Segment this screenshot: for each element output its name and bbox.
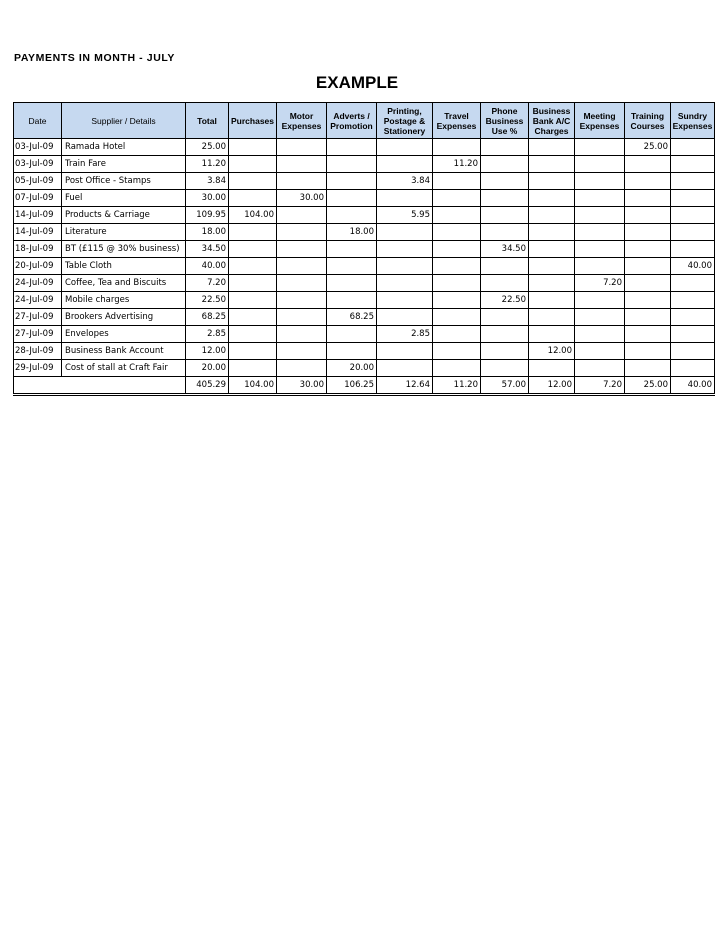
amount-cell: 22.50 [481, 292, 529, 309]
date-cell: 27-Jul-09 [14, 326, 62, 343]
amount-cell [625, 207, 671, 224]
amount-cell [529, 139, 575, 156]
amount-cell [433, 241, 481, 258]
col-header-total: Total [186, 103, 229, 139]
amount-cell [575, 241, 625, 258]
amount-cell [229, 241, 277, 258]
amount-cell [481, 156, 529, 173]
amount-cell [575, 207, 625, 224]
col-header-motor: Motor Expenses [277, 103, 327, 139]
amount-cell [377, 258, 433, 275]
amount-cell [575, 173, 625, 190]
amount-cell [377, 275, 433, 292]
total-cell: 12.64 [377, 377, 433, 395]
amount-cell [481, 190, 529, 207]
amount-cell: 30.00 [277, 190, 327, 207]
amount-cell [671, 309, 715, 326]
amount-cell [377, 190, 433, 207]
example-heading [0, 73, 722, 93]
amount-cell [481, 207, 529, 224]
supplier-cell: Ramada Hotel [62, 139, 186, 156]
amount-cell: 11.20 [433, 156, 481, 173]
amount-cell [377, 139, 433, 156]
amount-cell [481, 360, 529, 377]
supplier-cell: Train Fare [62, 156, 186, 173]
amount-cell [625, 275, 671, 292]
supplier-cell: Business Bank Account [62, 343, 186, 360]
supplier-cell: Literature [62, 224, 186, 241]
amount-cell [529, 190, 575, 207]
amount-cell [529, 326, 575, 343]
amount-cell [433, 309, 481, 326]
table-row [14, 224, 715, 241]
header-row [14, 103, 715, 139]
amount-cell [229, 224, 277, 241]
amount-cell [625, 241, 671, 258]
amount-cell: 68.25 [327, 309, 377, 326]
amount-cell [625, 224, 671, 241]
amount-cell [481, 224, 529, 241]
date-cell: 28-Jul-09 [14, 343, 62, 360]
table-row [14, 156, 715, 173]
amount-cell [481, 309, 529, 326]
amount-cell [327, 258, 377, 275]
total-cell: 40.00 [671, 377, 715, 395]
amount-cell [229, 309, 277, 326]
amount-cell [277, 343, 327, 360]
amount-cell [575, 343, 625, 360]
amount-cell [377, 241, 433, 258]
date-cell: 18-Jul-09 [14, 241, 62, 258]
table-row [14, 275, 715, 292]
amount-cell [575, 190, 625, 207]
amount-cell [529, 156, 575, 173]
supplier-cell: Mobile charges [62, 292, 186, 309]
amount-cell [625, 360, 671, 377]
amount-cell: 68.25 [186, 309, 229, 326]
amount-cell [481, 139, 529, 156]
amount-cell [433, 326, 481, 343]
amount-cell [625, 258, 671, 275]
amount-cell [481, 173, 529, 190]
amount-cell [327, 156, 377, 173]
col-header-supplier: Supplier / Details [62, 103, 186, 139]
amount-cell: 40.00 [186, 258, 229, 275]
amount-cell: 22.50 [186, 292, 229, 309]
amount-cell [671, 241, 715, 258]
amount-cell [377, 224, 433, 241]
total-cell: 57.00 [481, 377, 529, 395]
amount-cell [433, 224, 481, 241]
amount-cell [277, 207, 327, 224]
table-row [14, 326, 715, 343]
amount-cell [277, 156, 327, 173]
amount-cell [433, 343, 481, 360]
date-cell: 24-Jul-09 [14, 292, 62, 309]
amount-cell [327, 207, 377, 224]
amount-cell: 12.00 [186, 343, 229, 360]
amount-cell [327, 190, 377, 207]
amount-cell [377, 309, 433, 326]
date-cell: 03-Jul-09 [14, 156, 62, 173]
amount-cell: 2.85 [186, 326, 229, 343]
amount-cell: 5.95 [377, 207, 433, 224]
amount-cell [277, 173, 327, 190]
amount-cell [575, 309, 625, 326]
amount-cell [625, 343, 671, 360]
col-header-sundry: Sundry Expenses [671, 103, 715, 139]
total-cell: 106.25 [327, 377, 377, 395]
date-cell: 14-Jul-09 [14, 207, 62, 224]
supplier-cell: Table Cloth [62, 258, 186, 275]
total-cell: 25.00 [625, 377, 671, 395]
col-header-training: Training Courses [625, 103, 671, 139]
col-header-date: Date [14, 103, 62, 139]
amount-cell [575, 292, 625, 309]
amount-cell [433, 190, 481, 207]
amount-cell [229, 139, 277, 156]
amount-cell [327, 292, 377, 309]
supplier-cell: Brookers Advertising [62, 309, 186, 326]
date-cell: 24-Jul-09 [14, 275, 62, 292]
amount-cell: 3.84 [186, 173, 229, 190]
supplier-cell: Post Office - Stamps [62, 173, 186, 190]
amount-cell [229, 258, 277, 275]
amount-cell [277, 139, 327, 156]
amount-cell [229, 343, 277, 360]
amount-cell [229, 360, 277, 377]
amount-cell [671, 156, 715, 173]
payments-table [13, 102, 715, 396]
table-row [14, 190, 715, 207]
amount-cell [229, 190, 277, 207]
table-row [14, 309, 715, 326]
total-cell: 405.29 [186, 377, 229, 395]
page-title: PAYMENTS IN MONTH - JULY [14, 52, 176, 64]
totals-row [14, 377, 715, 395]
amount-cell [671, 275, 715, 292]
amount-cell [671, 360, 715, 377]
amount-cell [433, 173, 481, 190]
amount-cell: 7.20 [575, 275, 625, 292]
amount-cell: 30.00 [186, 190, 229, 207]
amount-cell: 11.20 [186, 156, 229, 173]
amount-cell: 20.00 [327, 360, 377, 377]
table-row [14, 258, 715, 275]
amount-cell [529, 241, 575, 258]
total-cell: 104.00 [229, 377, 277, 395]
amount-cell [433, 360, 481, 377]
amount-cell [671, 343, 715, 360]
amount-cell [229, 326, 277, 343]
amount-cell [229, 275, 277, 292]
amount-cell [277, 360, 327, 377]
amount-cell [481, 343, 529, 360]
col-header-bank: Business Bank A/C Charges [529, 103, 575, 139]
amount-cell [575, 224, 625, 241]
amount-cell: 18.00 [327, 224, 377, 241]
date-cell: 29-Jul-09 [14, 360, 62, 377]
amount-cell: 34.50 [186, 241, 229, 258]
table-row [14, 139, 715, 156]
total-cell: 7.20 [575, 377, 625, 395]
amount-cell [377, 343, 433, 360]
col-header-meeting: Meeting Expenses [575, 103, 625, 139]
amount-cell [433, 258, 481, 275]
amount-cell [433, 275, 481, 292]
amount-cell: 25.00 [625, 139, 671, 156]
date-cell: 05-Jul-09 [14, 173, 62, 190]
supplier-cell: Coffee, Tea and Biscuits [62, 275, 186, 292]
amount-cell [575, 139, 625, 156]
amount-cell [277, 275, 327, 292]
amount-cell [377, 156, 433, 173]
total-cell: 12.00 [529, 377, 575, 395]
amount-cell [433, 207, 481, 224]
amount-cell: 40.00 [671, 258, 715, 275]
amount-cell [277, 224, 327, 241]
amount-cell [481, 258, 529, 275]
amount-cell [671, 326, 715, 343]
amount-cell [529, 360, 575, 377]
amount-cell [277, 292, 327, 309]
amount-cell [625, 156, 671, 173]
amount-cell [481, 326, 529, 343]
amount-cell [529, 275, 575, 292]
supplier-cell: Envelopes [62, 326, 186, 343]
amount-cell [671, 207, 715, 224]
col-header-adverts: Adverts / Promotion [327, 103, 377, 139]
amount-cell [277, 326, 327, 343]
amount-cell [575, 258, 625, 275]
table-row [14, 173, 715, 190]
amount-cell [327, 173, 377, 190]
amount-cell [625, 292, 671, 309]
date-cell: 14-Jul-09 [14, 224, 62, 241]
total-cell: 30.00 [277, 377, 327, 395]
amount-cell [529, 258, 575, 275]
amount-cell [529, 292, 575, 309]
totals-label-cell [14, 377, 186, 395]
amount-cell: 25.00 [186, 139, 229, 156]
amount-cell [277, 309, 327, 326]
amount-cell [277, 258, 327, 275]
date-cell: 07-Jul-09 [14, 190, 62, 207]
supplier-cell: Cost of stall at Craft Fair [62, 360, 186, 377]
amount-cell [671, 292, 715, 309]
amount-cell: 18.00 [186, 224, 229, 241]
amount-cell: 3.84 [377, 173, 433, 190]
amount-cell [327, 139, 377, 156]
amount-cell: 7.20 [186, 275, 229, 292]
date-cell: 20-Jul-09 [14, 258, 62, 275]
date-cell: 27-Jul-09 [14, 309, 62, 326]
amount-cell: 104.00 [229, 207, 277, 224]
amount-cell [327, 241, 377, 258]
col-header-purchases: Purchases [229, 103, 277, 139]
example-label: EXAMPLE [315, 73, 399, 92]
total-cell: 11.20 [433, 377, 481, 395]
amount-cell [229, 173, 277, 190]
amount-cell: 109.95 [186, 207, 229, 224]
col-header-printing: Printing, Postage & Stationery [377, 103, 433, 139]
amount-cell: 12.00 [529, 343, 575, 360]
supplier-cell: Fuel [62, 190, 186, 207]
amount-cell [277, 241, 327, 258]
col-header-travel: Travel Expenses [433, 103, 481, 139]
amount-cell [327, 275, 377, 292]
amount-cell [575, 156, 625, 173]
col-header-phone: Phone Business Use % [481, 103, 529, 139]
amount-cell [377, 360, 433, 377]
amount-cell [529, 173, 575, 190]
amount-cell [625, 326, 671, 343]
amount-cell [327, 326, 377, 343]
amount-cell: 20.00 [186, 360, 229, 377]
amount-cell [625, 190, 671, 207]
amount-cell [377, 292, 433, 309]
amount-cell: 2.85 [377, 326, 433, 343]
supplier-cell: BT (£115 @ 30% business) [62, 241, 186, 258]
table-row [14, 241, 715, 258]
amount-cell [671, 139, 715, 156]
table-row [14, 360, 715, 377]
amount-cell [229, 292, 277, 309]
amount-cell [529, 224, 575, 241]
amount-cell: 34.50 [481, 241, 529, 258]
amount-cell [481, 275, 529, 292]
amount-cell [671, 190, 715, 207]
supplier-cell: Products & Carriage [62, 207, 186, 224]
amount-cell [433, 139, 481, 156]
amount-cell [529, 207, 575, 224]
amount-cell [671, 224, 715, 241]
amount-cell [433, 292, 481, 309]
amount-cell [229, 156, 277, 173]
amount-cell [529, 309, 575, 326]
table-row [14, 207, 715, 224]
amount-cell [575, 360, 625, 377]
date-cell: 03-Jul-09 [14, 139, 62, 156]
amount-cell [625, 173, 671, 190]
amount-cell [671, 173, 715, 190]
amount-cell [575, 326, 625, 343]
table-row [14, 292, 715, 309]
amount-cell [625, 309, 671, 326]
table-row [14, 343, 715, 360]
amount-cell [327, 343, 377, 360]
